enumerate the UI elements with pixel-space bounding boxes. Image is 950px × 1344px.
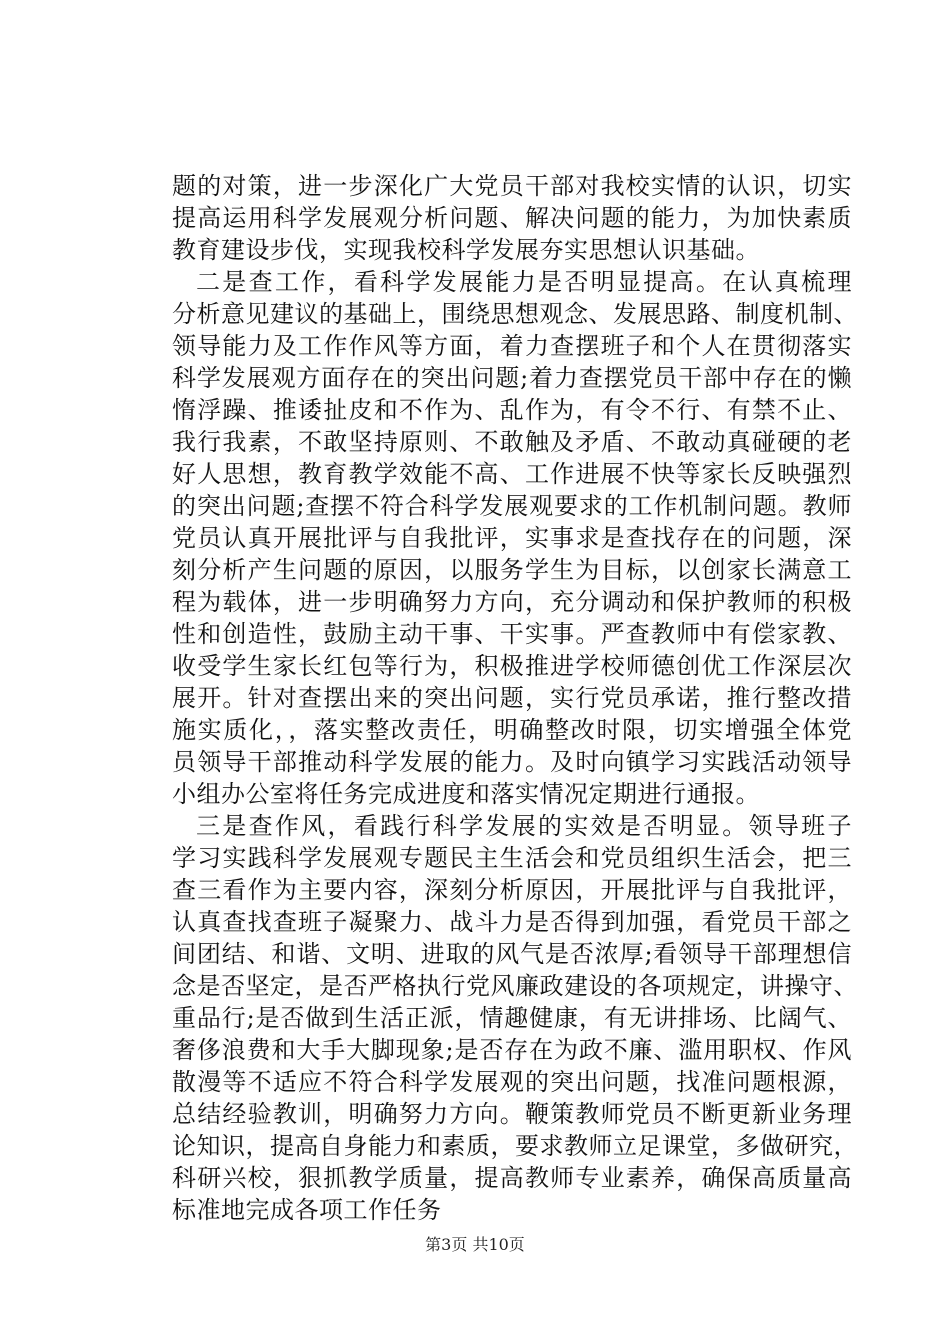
text-line: 展开。针对查摆出来的突出问题，实行党员承诺，推行整改措 [172,684,852,712]
text-line: 党员认真开展批评与自我批评，实事求是查找存在的问题，深 [172,524,852,552]
page-footer [0,1234,950,1256]
text-line: 题的对策，进一步深化广大党员干部对我校实情的认识，切实 [172,172,852,200]
text-line: 三是查作风，看践行科学发展的实效是否明显。领导班子 [196,812,852,840]
text-line: 好人思想，教育教学效能不高、工作进展不快等家长反映强烈 [172,460,852,488]
text-line: 查三看作为主要内容，深刻分析原因，开展批评与自我批评， [172,876,852,904]
text-line: 我行我素，不敢坚持原则、不敢触及矛盾、不敢动真碰硬的老 [172,428,852,456]
text-line: 分析意见建议的基础上，围绕思想观念、发展思路、制度机制、 [172,300,858,328]
text-line: 的突出问题;查摆不符合科学发展观要求的工作机制问题。教师 [172,492,852,520]
text-line: 员领导干部推动科学发展的能力。及时向镇学习实践活动领导 [172,748,852,776]
text-line: 学习实践科学发展观专题民主生活会和党员组织生活会，把三 [172,844,852,872]
text-line: 领导能力及工作作风等方面，着力查摆班子和个人在贯彻落实 [172,332,852,360]
text-line: 总结经验教训，明确努力方向。鞭策教师党员不断更新业务理 [172,1100,852,1128]
text-line: 提高运用科学发展观分析问题、解决问题的能力，为加快素质 [172,204,852,232]
paragraph-1 [172,170,852,266]
text-line: 散漫等不适应不符合科学发展观的突出问题，找准问题根源， [172,1068,852,1096]
page-number-label: 第3页 共10页 [425,1235,525,1254]
text-line: 标准地完成各项工作任务 [172,1196,442,1224]
text-line: 收受学生家长红包等行为，积极推进学校师德创优工作深层次 [172,652,852,680]
text-line: 程为载体，进一步明确努力方向，充分调动和保护教师的积极 [172,588,852,616]
text-line: 惰浮躁、推诿扯皮和不作为、乱作为，有令不行、有禁不止、 [172,396,852,424]
text-line: 性和创造性，鼓励主动干事、干实事。严查教师中有偿家教、 [172,620,852,648]
text-line: 施实质化，，落实整改责任，明确整改时限，切实增强全体党 [172,716,852,744]
text-line: 念是否坚定，是否严格执行党风廉政建设的各项规定，讲操守、 [172,972,858,1000]
paragraph-2 [172,266,858,810]
text-line: 认真查找查班子凝聚力、战斗力是否得到加强，看党员干部之 [172,908,852,936]
text-line: 二是查工作，看科学发展能力是否明显提高。在认真梳理 [196,268,852,296]
text-line: 小组办公室将任务完成进度和落实情况定期进行通报。 [172,780,760,808]
text-line: 重品行;是否做到生活正派，情趣健康，有无讲排场、比阔气、 [172,1004,852,1032]
text-line: 奢侈浪费和大手大脚现象;是否存在为政不廉、滥用职权、作风 [172,1036,852,1064]
text-line: 科学发展观方面存在的突出问题;着力查摆党员干部中存在的懒 [172,364,852,392]
text-line: 刻分析产生问题的原因，以服务学生为目标，以创家长满意工 [172,556,852,584]
text-line: 间团结、和谐、文明、进取的风气是否浓厚;看领导干部理想信 [172,940,852,968]
document-body [172,170,858,1226]
text-line: 科研兴校，狠抓教学质量，提高教师专业素养，确保高质量高 [172,1164,852,1192]
paragraph-3 [172,810,858,1226]
text-line: 论知识，提高自身能力和素质，要求教师立足课堂，多做研究， [172,1132,858,1160]
text-line: 教育建设步伐，实现我校科学发展夯实思想认识基础。 [172,236,760,264]
